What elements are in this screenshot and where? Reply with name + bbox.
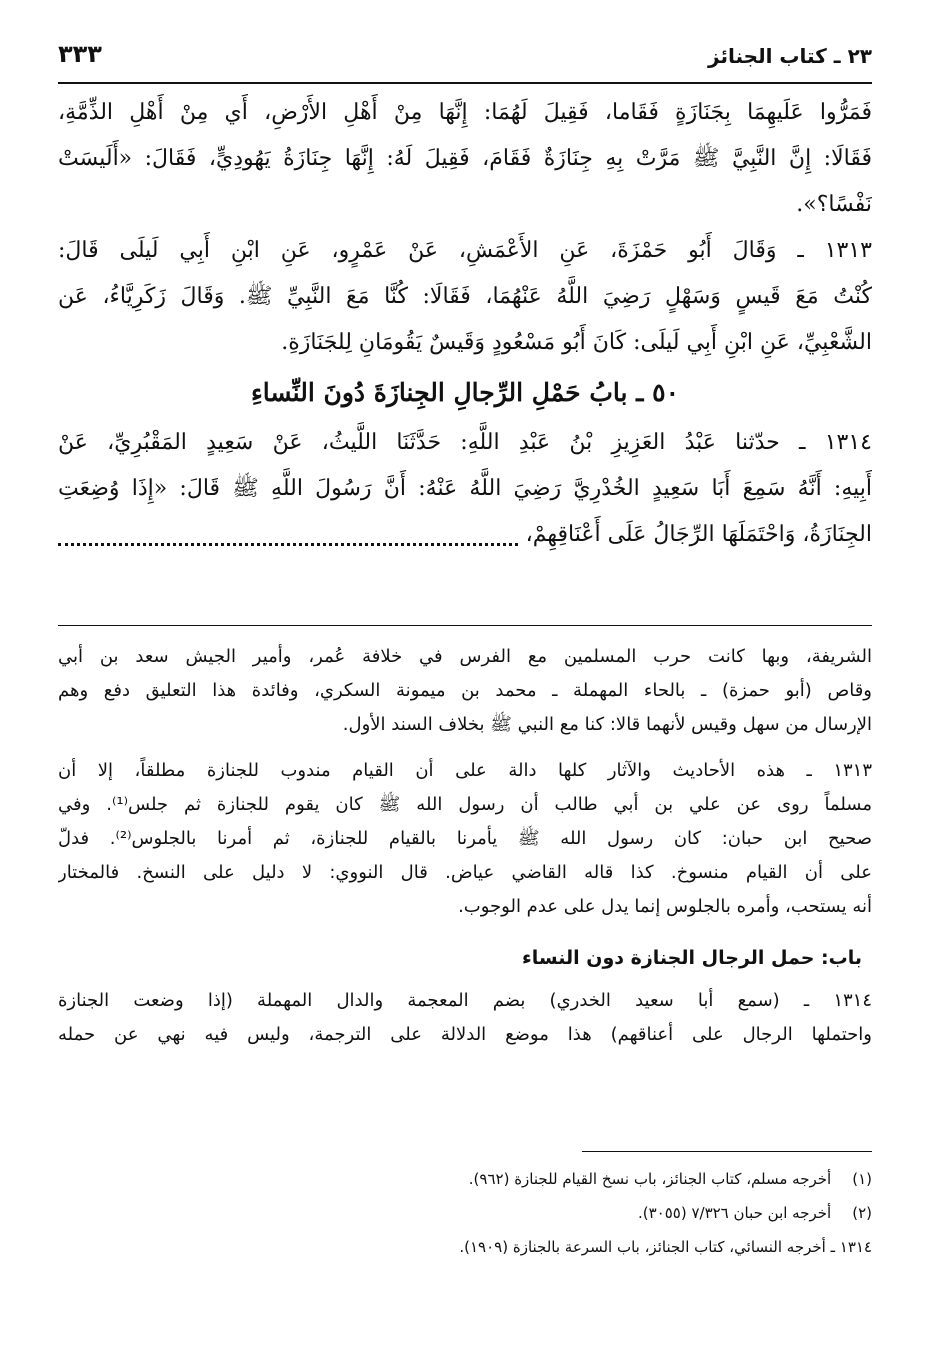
- page-number: ٣٣٣: [58, 40, 102, 68]
- hadith-line: أَبِيهِ: أَنَّهُ سَمِعَ أَبَا سَعِيدٍ الخُدْرِيَّ رَضِيَ اللَّهُ عَنْهُ: أَنَّ رَسُولَ اللَّهِ ﷺ قَالَ: «إِذَا وُضِعَتِ: [58, 476, 872, 501]
- commentary: [58, 640, 872, 1052]
- commentary-line: ١٣١٣ ـ هذه الأحاديث والآثار كلها دالة على أن القيام مندوب للجنازة مطلقاً، إلا أن: [58, 760, 872, 781]
- footnote-text: أخرجه ابن حبان ٧/٣٢٦ (٣٠٥٥).: [637, 1204, 832, 1222]
- commentary-line: أنه يستحب، وأمره بالجلوس إنما يدل على عدم الوجوب.: [458, 896, 872, 917]
- hadith-line: فَمَرُّوا عَلَيهِمَا بِجَنَازَةٍ فَقَاما، فَقِيلَ لَهُمَا: إِنَّهَا مِنْ أَهْلِ الأَرْضِ، أَي مِنْ أَهْلِ الذِّمَّةِ،: [58, 100, 872, 125]
- hadith-text: [58, 90, 872, 558]
- footnote-text: ١٣١٤ ـ أخرجه النسائي، كتاب الجنائز، باب السرعة بالجنازة (١٩٠٩).: [459, 1238, 872, 1256]
- footnote: [58, 1162, 872, 1196]
- footnote-number: (٢): [852, 1204, 872, 1222]
- hadith-line: نَفْسًا؟».: [796, 192, 872, 217]
- commentary-line: ١٣١٤ ـ (سمع أبا سعيد الخدري) بضم المعجمة والدال المهملة (إذا وضعت الجنازة: [58, 990, 872, 1011]
- hadith-line: ١٣١٣ ـ وَقَالَ أَبُو حَمْزَةَ، عَنِ الأَعْمَشِ، عَنْ عَمْرٍو، عَنِ ابْنِ أَبِي لَيلَى قَالَ:: [58, 238, 872, 263]
- page-header: [58, 36, 872, 84]
- footnotes: [58, 1162, 872, 1264]
- commentary-line: صحيح ابن حبان: كان رسول الله ﷺ يأمرنا بالقيام للجنازة، ثم أمرنا بالجلوس⁽²⁾. فدلّ: [58, 828, 872, 849]
- commentary-line: واحتملها الرجال على أعناقهم) هذا موضع الدلالة على الترجمة، وليس فيه نهي عن حمله: [58, 1024, 872, 1045]
- commentary-line: الإرسال من سهل وقيس لأنهما قالا: كنا مع النبي ﷺ بخلاف السند الأول.: [342, 714, 872, 735]
- commentary-line: الشريفة، وبها كانت حرب المسلمين مع الفرس في خلافة عُمر، وأمير الجيش سعد بن أبي: [58, 646, 872, 667]
- hadith-line: ١٣١٤ ـ حدّثنا عَبْدُ العَزِيزِ بْنُ عَبْدِ اللَّهِ: حَدَّثَنَا اللَّيثُ، عَنْ سَعِيدٍ المَقْبُرِيِّ، عَنْ: [58, 430, 872, 455]
- commentary-line: مسلماً روى عن علي بن أبي طالب أن رسول الله ﷺ كان يقوم للجنازة ثم جلس⁽¹⁾. وفي: [58, 794, 872, 815]
- text-divider: [58, 625, 872, 626]
- chapter-title: ٢٣ ـ كتاب الجنائز: [708, 44, 872, 68]
- footnote-divider: [582, 1151, 872, 1152]
- hadith-line: كُنْتُ مَعَ قَيسٍ وَسَهْلٍ رَضِيَ اللَّهُ عَنْهُمَا، فَقَالَا: كُنَّا مَعَ النَّبِيِّ ﷺ. وَقَالَ زَكَرِيَّاءُ، عَن: [58, 284, 872, 309]
- hadith-line: الجِنَازَةُ، وَاحْتَمَلَهَا الرِّجَالُ عَلَى أَعْنَاقِهِمْ،: [525, 522, 872, 547]
- hadith-line: فَقَالَا: إِنَّ النَّبِيَّ ﷺ مَرَّتْ بِهِ جِنَازَةٌ فَقَامَ، فَقِيلَ لَهُ: إِنَّهَا جِنَازَةُ يَهُودِيٍّ، فَقَالَ: «أَلَيسَتْ: [58, 146, 872, 171]
- footnote-text: أخرجه مسلم، كتاب الجنائز، باب نسخ القيام للجنازة (٩٦٢).: [468, 1170, 832, 1188]
- continuation-dots: [58, 512, 518, 546]
- footnote: [58, 1230, 872, 1264]
- footnote: [58, 1196, 872, 1230]
- commentary-line: وقاص (أبو حمزة) ـ بالحاء المهملة ـ محمد بن ميمونة السكري، وفائدة هذا التعليق دفع وهم: [58, 680, 872, 701]
- commentary-line: على أن القيام منسوخ. كذا قاله القاضي عياض. قال النووي: لا دليل على النسخ. فالمختار: [58, 862, 872, 883]
- hadith-line: الشَّعْبِيِّ، عَنِ ابْنِ أَبِي لَيلَى: كَانَ أَبُو مَسْعُودٍ وَقَيسٌ يَقُومَانِ لِلجَنَازَةِ.: [281, 330, 872, 355]
- continuation-line: [58, 512, 872, 558]
- commentary-heading: باب: حمل الرجال الجنازة دون النساء: [522, 947, 862, 969]
- footnote-number: (١): [852, 1170, 872, 1188]
- section-heading: ٥٠ ـ بابُ حَمْلِ الرِّجالِ الجِنازَةَ دُونَ النِّساءِ: [250, 378, 680, 407]
